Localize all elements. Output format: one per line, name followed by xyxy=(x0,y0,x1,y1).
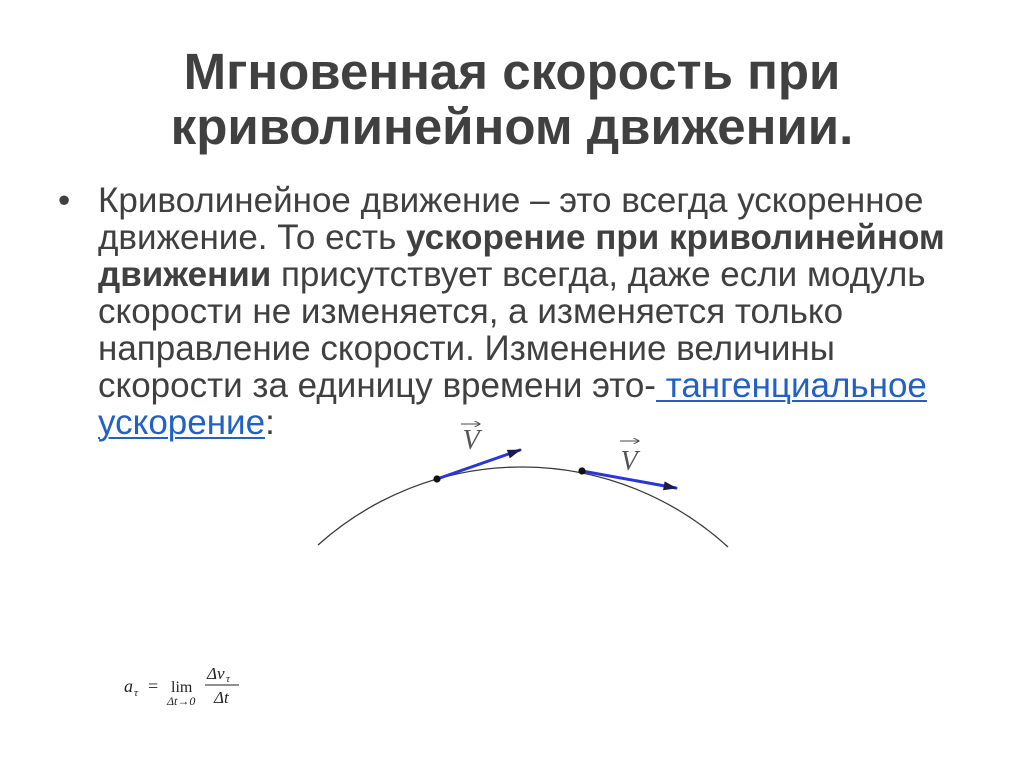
formula-lhs-subscript: τ xyxy=(134,687,138,699)
body-text: : xyxy=(265,403,275,442)
body-text: скорости не изменяется, а изменяется только xyxy=(98,292,844,331)
title-line-1: Мгновенная скорость при xyxy=(183,43,841,100)
tangential-acceleration-link[interactable]: ускорение xyxy=(98,403,266,442)
tangential-acceleration-link[interactable]: тангенциальное xyxy=(655,366,927,405)
body-text: направление скорости. Изменение величины xyxy=(98,329,835,368)
numerator-subscript: τ xyxy=(226,673,230,685)
title-line-2: криволинейном движении. xyxy=(170,98,854,155)
velocity-label-1: V xyxy=(462,425,480,456)
bullet-marker: • xyxy=(58,181,71,220)
formula-lhs: a xyxy=(124,676,133,696)
fraction-numerator: Δv xyxy=(207,664,225,683)
velocity-label-2: V xyxy=(620,446,638,477)
fraction-denominator: Δt xyxy=(214,688,229,707)
bold-emphasis: ускорение при криволинейном xyxy=(406,218,945,257)
body-text: движение. То есть xyxy=(98,218,407,257)
equals-sign: = xyxy=(148,676,159,696)
trajectory-arc xyxy=(318,467,728,547)
limit-subscript: Δt→0 xyxy=(167,694,196,708)
bold-emphasis: движении xyxy=(98,255,272,294)
body-text: скорости за единицу времени это- xyxy=(98,366,656,405)
body-text: присутствует всегда, даже если модуль xyxy=(271,255,926,294)
limit-operator: lim xyxy=(171,679,193,696)
trajectory-point-1 xyxy=(433,475,440,482)
body-text: Криволинейное движение – это всегда ускоренное xyxy=(98,181,924,220)
trajectory-point-2 xyxy=(578,467,585,474)
tangential-acceleration-formula xyxy=(124,664,239,708)
